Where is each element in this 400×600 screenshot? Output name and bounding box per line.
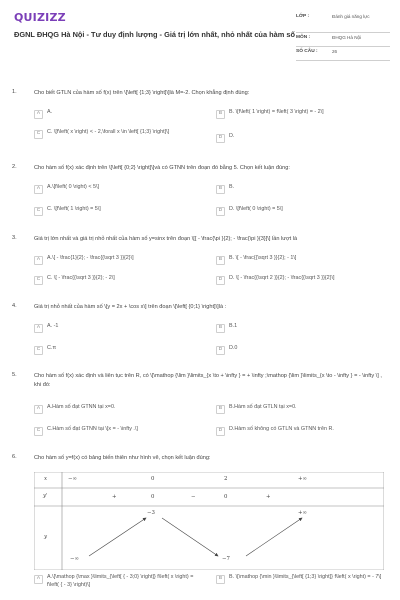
option-letter: A (34, 110, 43, 119)
option-letter: D (216, 346, 225, 355)
question-text: Cho hàm số f(x) xác định trên \[\left[ {0;2} \right]\]và có GTNN trên đoạn đó bằng 5. Chọn kết luận đúng: (34, 165, 290, 171)
increase-arrow-1 (89, 518, 146, 556)
sign: + (266, 494, 271, 500)
option-text: C. \[f\left( 1 \right) = 5\] (47, 206, 101, 212)
question-text: Cho hàm số y=f(x) có bảng biến thiên như hình vẽ, chọn kết luận đúng: (34, 455, 211, 461)
option-d[interactable] (216, 345, 392, 357)
option-text: D.Hàm số không có GTLN và GTNN trên R. (229, 426, 334, 432)
document-header (0, 0, 400, 70)
variation-table (34, 472, 384, 570)
option-letter: B (216, 405, 225, 414)
option-text: C. \[ - \frac{{\sqrt 3 }}{2}; - 2\] (47, 275, 115, 281)
sign: − (191, 494, 196, 500)
meta-value: 26 (332, 48, 338, 54)
option-text: C.Hàm số đạt GTNN tại \[x = - \infty .\] (47, 426, 138, 432)
option-c[interactable] (34, 129, 204, 149)
option-letter: C (34, 130, 43, 139)
option-letter: C (34, 427, 43, 436)
meta-row-class (296, 12, 390, 33)
decrease-arrow (162, 518, 218, 556)
question-text: Cho biết GTLN của hàm số f(x) trên \[\left[ {1;3} \right]\]là M=-2. Chọn khẳng định đúng: (34, 90, 250, 96)
row-label-y: y (44, 534, 48, 540)
option-c[interactable] (34, 345, 204, 357)
meta-value: ĐHQG Hà Nội (332, 34, 362, 40)
x-value: +∞ (298, 476, 308, 482)
option-letter: B (216, 575, 225, 584)
option-b[interactable] (216, 255, 392, 267)
option-text: C.π (47, 345, 57, 351)
meta-row-subject (296, 33, 390, 47)
option-a[interactable] (34, 109, 204, 121)
meta-key: MÔN : (296, 34, 311, 40)
question-number: 6. (12, 454, 17, 460)
option-a[interactable] (34, 255, 204, 267)
sign: 0 (151, 494, 155, 500)
option-b[interactable] (216, 404, 392, 416)
question-text: Giá trị lớn nhất và giá trị nhỏ nhất của hàm số y=sinx trên đoạn \[[ - \frac{\pi }{2}; - \frac{\pi }{3}]\] lần lượt là (34, 236, 298, 242)
document-title: ĐGNL ĐHQG Hà Nội - Tư duy định lượng - Giá trị lớn nhất, nhỏ nhất của hàm số (14, 30, 295, 39)
option-text: B. (229, 184, 235, 190)
y-value: +∞ (298, 510, 308, 516)
question-number: 5. (12, 372, 17, 378)
meta-row-question-count (296, 47, 390, 61)
option-text: D. \[ - \frac{{\sqrt 2 }}{2}; - \frac{{\sqrt 3 }}{2}\] (229, 275, 335, 281)
document-meta (296, 12, 390, 61)
question-2 (12, 164, 392, 224)
option-b[interactable] (216, 184, 392, 196)
option-d[interactable] (216, 206, 392, 218)
option-a[interactable] (34, 184, 204, 196)
option-text: B. \[\mathop {\min }\limits_{\left[ {1;3} \right]} f\left( x \right) = - 7\] (229, 574, 382, 580)
option-text: A.\[f\left( 0 \right) < 5\] (47, 184, 99, 190)
option-letter: C (34, 276, 43, 285)
question-number: 3. (12, 235, 17, 241)
meta-key: SỐ CÂU : (296, 48, 318, 54)
option-letter: A (34, 405, 43, 414)
option-letter: A (34, 185, 43, 194)
option-text: C. \[f\left( x \right) < - 2,\forall x \in \left[ {1;3} \right]\] (47, 129, 170, 135)
meta-value: Đánh giá năng lực (332, 13, 370, 19)
question-3 (12, 235, 392, 295)
option-d[interactable] (216, 426, 392, 438)
sign: 0 (224, 494, 228, 500)
option-a[interactable] (34, 574, 204, 596)
row-label-x: x (44, 476, 48, 482)
question-4 (12, 303, 392, 363)
question-text: Giá trị nhỏ nhất của hàm số \[y = 2x + \cos x\] trên đoạn \[\left[ {0;1} \right]\]là : (34, 304, 227, 310)
option-letter: C (34, 346, 43, 355)
increase-arrow-2 (246, 518, 302, 556)
option-text: B. \[ - \frac{{\sqrt 3 }}{2}; - 1\] (229, 255, 297, 261)
question-1 (12, 89, 392, 155)
option-b[interactable] (216, 323, 392, 335)
option-letter: B (216, 110, 225, 119)
x-value: 2 (224, 476, 228, 482)
meta-key: LỚP : (296, 13, 310, 19)
question-number: 4. (12, 303, 17, 309)
y-value: −3 (147, 510, 155, 516)
x-value: 0 (151, 476, 155, 482)
option-letter: A (34, 256, 43, 265)
option-a[interactable] (34, 323, 204, 335)
y-value: −7 (222, 556, 230, 562)
option-a[interactable] (34, 404, 204, 416)
option-text: A.\[ - \frac{1}{2}; - \frac{{\sqrt 3 }}{2}\] (47, 255, 134, 261)
option-text: A. (47, 109, 53, 115)
question-number: 2. (12, 164, 17, 170)
question-number: 1. (12, 89, 17, 95)
option-letter: B (216, 256, 225, 265)
option-letter: D (216, 207, 225, 216)
option-letter: D (216, 276, 225, 285)
variation-table-lines (34, 472, 384, 570)
option-text: B.Hàm số đạt GTLN tại x=0. (229, 404, 297, 410)
option-text: A.Hàm số đạt GTNN tại x=0. (47, 404, 116, 410)
x-value: −∞ (68, 476, 78, 482)
option-letter: C (34, 207, 43, 216)
option-letter: B (216, 185, 225, 194)
option-letter: A (34, 575, 43, 584)
option-d[interactable] (216, 133, 392, 145)
option-letter: A (34, 324, 43, 333)
option-text: D.0 (229, 345, 238, 351)
option-c[interactable] (34, 426, 204, 438)
option-d[interactable] (216, 275, 392, 287)
option-text: A.\[\mathop {\max }\limits_{\left[ { - 3;0} \right]} f\left( x \right) = f\left( { - 3} \right)\] (47, 574, 194, 588)
option-text: B. \[f\left( 1 \right) = f\left( 3 \right) = - 2\] (229, 109, 324, 115)
option-b[interactable] (216, 574, 392, 596)
option-letter: B (216, 324, 225, 333)
option-b[interactable] (216, 109, 392, 121)
option-text: A. -1 (47, 323, 59, 329)
option-c[interactable] (34, 206, 204, 218)
y-value: −∞ (70, 556, 80, 562)
option-letter: D (216, 427, 225, 436)
option-text: D. (229, 133, 235, 139)
question-5 (12, 372, 392, 442)
option-text: B.1 (229, 323, 238, 329)
question-text: Cho hàm số f(x) xác định và liên tục trên R, có \[\mathop {\lim }\limits_{x \to + \infty } = + \infty ;\mathop {\lim }\limits_{x \to - \infty } = - \infty \] , khi đó: (34, 373, 382, 388)
row-label-y-prime: y' (43, 493, 48, 499)
option-letter: D (216, 134, 225, 143)
option-text: D. \[f\left( 0 \right) = 5\] (229, 206, 283, 212)
quizizz-logo: QUIZIZZ (14, 11, 66, 24)
option-c[interactable] (34, 275, 204, 287)
sign: + (112, 494, 117, 500)
